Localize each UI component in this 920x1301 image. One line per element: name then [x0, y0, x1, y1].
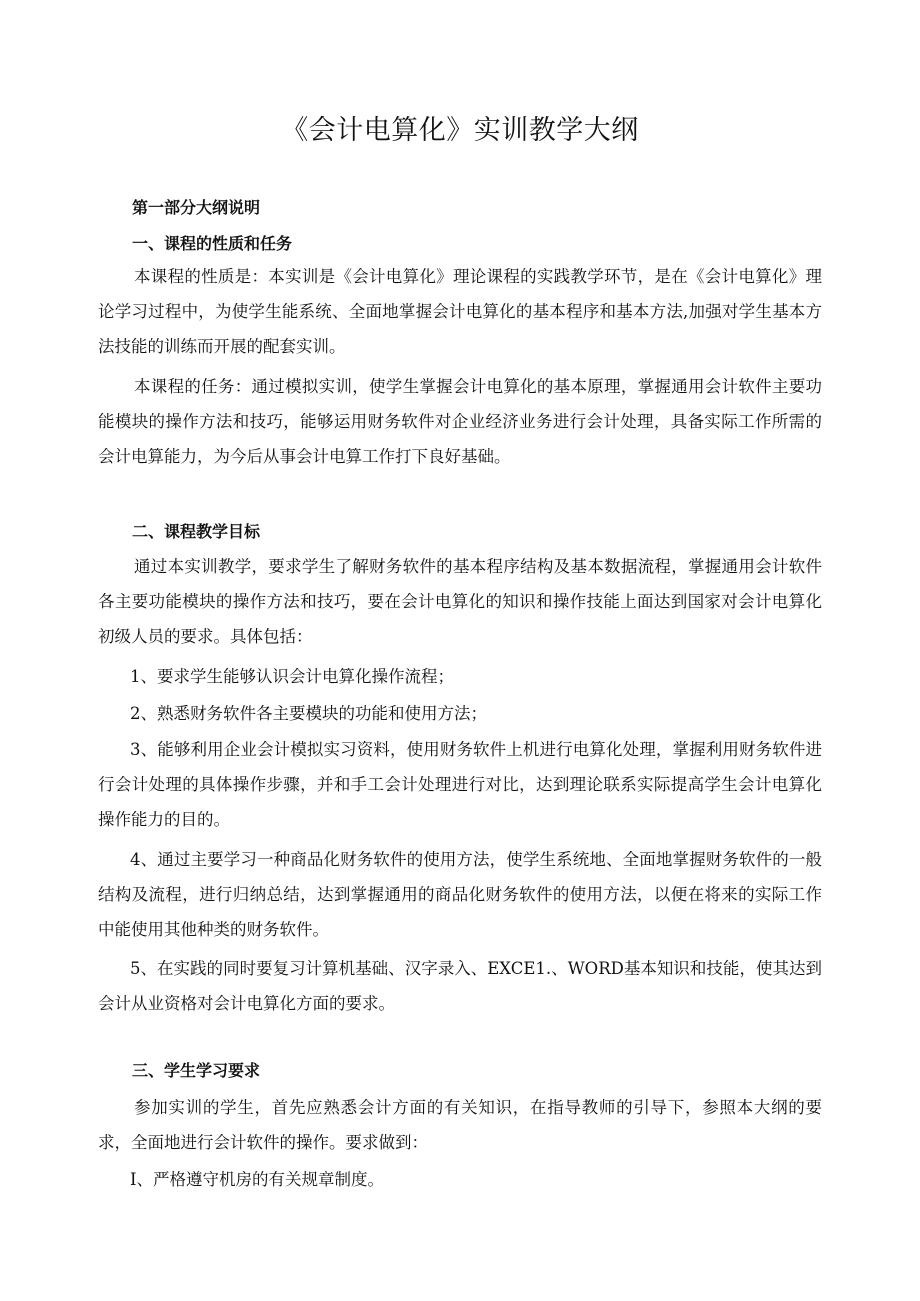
section1-paragraph-nature: 本课程的性质是：本实训是《会计电算化》理论课程的实践教学环节，是在《会计电算化》理论学习过程中，为使学生能系统、全面地掌握会计电算化的基本程序和基本方法,加强对学生基本方法技能的训练而开展的配套实训。: [98, 267, 822, 356]
section2-item-4: 4、通过主要学习一种商品化财务软件的使用方法，使学生系统地、全面地掌握财务软件的一般结构及流程，进行归纳总结，达到掌握通用的商品化财务软件的使用方法，以便在将来的实际工作中能使用其他种类的财务软件。: [98, 850, 822, 939]
section3-heading: 三、学生学习要求: [132, 1061, 261, 1080]
section2-item-3: 3、能够利用企业会计模拟实习资料，使用财务软件上机进行电算化处理，掌握利用财务软件进行会计处理的具体操作步骤，并和手工会计处理进行对比，达到理论联系实际提高学生会计电算化操作能力的目的。: [98, 740, 822, 829]
document-title: 《会计电算化》实训教学大纲: [281, 115, 639, 146]
section2-heading: 二、课程教学目标: [132, 522, 261, 541]
part-heading: 第一部分大纲说明: [132, 198, 261, 217]
section1-heading: 一、课程的性质和任务: [132, 234, 293, 253]
section2-item-5: 5、在实践的同时要复习计算机基础、汉字录入、EXCE1.、WORD基本知识和技能，使其达到会计从业资格对会计电算化方面的要求。: [98, 959, 822, 1013]
section3-item-1: I、严格遵守机房的有关规章制度。: [130, 1170, 385, 1189]
section2-intro: 通过本实训教学，要求学生了解财务软件的基本程序结构及基本数据流程，掌握通用会计软件各主要功能模块的操作方法和技巧，要在会计电算化的知识和操作技能上面达到国家对会计电算化初级人员的要求。具体包括：: [98, 557, 822, 646]
section1-paragraph-task: 本课程的任务：通过模拟实训，使学生掌握会计电算化的基本原理，掌握通用会计软件主要功能模块的操作方法和技巧，能够运用财务软件对企业经济业务进行会计处理，具备实际工作所需的会计电算能力，为今后从事会计电算工作打下良好基础。: [98, 377, 822, 466]
section3-intro: 参加实训的学生，首先应熟悉会计方面的有关知识，在指导教师的引导下，参照本大纲的要求，全面地进行会计软件的操作。要求做到：: [98, 1098, 822, 1152]
section2-item-2: 2、熟悉财务软件各主要模块的功能和使用方法；: [130, 704, 487, 723]
section2-item-1: 1、要求学生能够认识会计电算化操作流程；: [130, 667, 454, 686]
